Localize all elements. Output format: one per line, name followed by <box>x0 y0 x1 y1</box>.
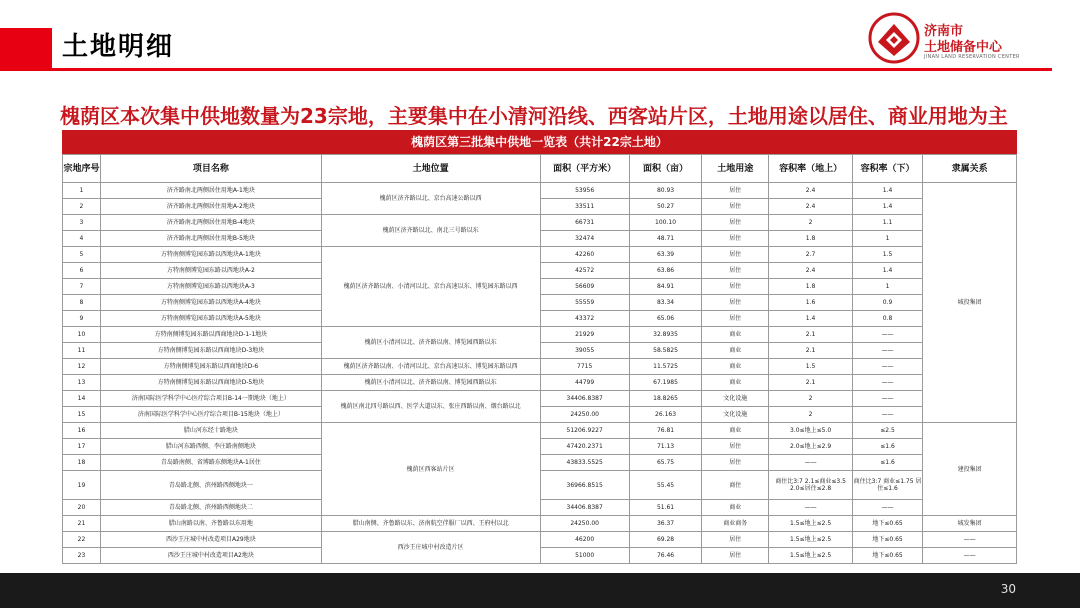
area-sqm-cell: 24250.00 <box>540 407 629 423</box>
table-row <box>63 375 1017 391</box>
area-mu-cell: 63.39 <box>629 247 702 263</box>
land-table-container <box>62 130 1017 564</box>
table-row <box>63 516 1017 532</box>
table-row <box>63 471 1017 500</box>
area-mu-cell: 26.163 <box>629 407 702 423</box>
affiliation-cell: —— <box>923 548 1017 564</box>
far-above-cell: 1.5≤地上≤2.5 <box>769 516 853 532</box>
land-use-cell: 居住 <box>702 455 769 471</box>
table-row <box>63 343 1017 359</box>
table-row <box>63 247 1017 263</box>
far-above-cell: 2.4 <box>769 183 853 199</box>
land-use-cell: 商业 <box>702 343 769 359</box>
far-above-cell: 2.1 <box>769 327 853 343</box>
logo-text-center: 土地储备中心 <box>924 40 1003 55</box>
area-sqm-cell: 39055 <box>540 343 629 359</box>
area-sqm-cell: 56609 <box>540 279 629 295</box>
affiliation-cell: 城发集团 <box>923 516 1017 532</box>
parcel-number-cell: 16 <box>63 423 101 439</box>
column-header: 容积率（地上） <box>769 155 853 183</box>
far-below-cell: 1 <box>852 279 922 295</box>
location-cell: 槐荫区济齐路以北、京台高速公路以西 <box>321 183 540 215</box>
far-below-cell: 地下≤0.65 <box>852 548 922 564</box>
parcel-number-cell: 10 <box>63 327 101 343</box>
area-sqm-cell: 33511 <box>540 199 629 215</box>
far-above-cell: 1.8 <box>769 231 853 247</box>
parcel-number-cell: 1 <box>63 183 101 199</box>
far-below-cell: —— <box>852 500 922 516</box>
table-row <box>63 423 1017 439</box>
area-mu-cell: 83.34 <box>629 295 702 311</box>
area-mu-cell: 48.71 <box>629 231 702 247</box>
logo-text-city: 济南市 <box>924 24 964 39</box>
page-number: 30 <box>1000 582 1016 596</box>
far-below-cell: 1 <box>852 231 922 247</box>
far-above-cell: 1.5≤地上≤2.5 <box>769 532 853 548</box>
parcel-number-cell: 2 <box>63 199 101 215</box>
table-caption: 槐荫区第三批集中供地一览表（共计22宗土地） <box>62 130 1017 154</box>
table-row <box>63 215 1017 231</box>
location-cell: 槐荫区小清河以北、济齐路以南、博览园西路以东 <box>321 327 540 359</box>
far-below-cell: 1.4 <box>852 199 922 215</box>
table-body <box>63 183 1017 564</box>
far-above-cell: 2 <box>769 215 853 231</box>
parcel-number-cell: 14 <box>63 391 101 407</box>
page-title: 土地明细 <box>62 32 175 62</box>
area-sqm-cell: 55559 <box>540 295 629 311</box>
far-below-cell: —— <box>852 391 922 407</box>
land-use-cell: 商业 <box>702 375 769 391</box>
parcel-number-cell: 17 <box>63 439 101 455</box>
area-sqm-cell: 32474 <box>540 231 629 247</box>
table-row <box>63 455 1017 471</box>
parcel-number-cell: 23 <box>63 548 101 564</box>
area-mu-cell: 65.75 <box>629 455 702 471</box>
column-header: 隶属关系 <box>923 155 1017 183</box>
area-mu-cell: 58.5825 <box>629 343 702 359</box>
table-row <box>63 279 1017 295</box>
far-below-cell: 0.8 <box>852 311 922 327</box>
far-below-cell: —— <box>852 407 922 423</box>
land-use-cell: 文化设施 <box>702 391 769 407</box>
area-mu-cell: 50.27 <box>629 199 702 215</box>
area-mu-cell: 80.93 <box>629 183 702 199</box>
column-header: 宗地序号 <box>63 155 101 183</box>
area-mu-cell: 51.61 <box>629 500 702 516</box>
table-header-row <box>63 155 1017 183</box>
land-use-cell: 居住 <box>702 215 769 231</box>
far-below-cell: 0.9 <box>852 295 922 311</box>
parcel-number-cell: 5 <box>63 247 101 263</box>
far-below-cell: ≤1.6 <box>852 455 922 471</box>
project-name-cell: 腊山河东经十路地块 <box>100 423 321 439</box>
affiliation-cell: 建投集团 <box>923 423 1017 516</box>
far-below-cell: 地下≤0.65 <box>852 532 922 548</box>
table-row <box>63 295 1017 311</box>
parcel-number-cell: 8 <box>63 295 101 311</box>
far-above-cell: 2.7 <box>769 247 853 263</box>
land-use-cell: 居住 <box>702 263 769 279</box>
area-sqm-cell: 46200 <box>540 532 629 548</box>
area-mu-cell: 76.46 <box>629 548 702 564</box>
far-below-cell: 地下≤0.65 <box>852 516 922 532</box>
project-name-cell: 方特南侧博览园东路以西商地块D-3地块 <box>100 343 321 359</box>
area-sqm-cell: 34406.8387 <box>540 500 629 516</box>
area-mu-cell: 67.1985 <box>629 375 702 391</box>
location-cell: 槐荫区小清河以北、济齐路以南、博览园西路以东 <box>321 375 540 391</box>
organization-logo <box>868 12 1028 64</box>
project-name-cell: 方特南侧博览园东路以西商地块D-5地块 <box>100 375 321 391</box>
project-name-cell: 西沙王庄城中村改造项目A2地块 <box>100 548 321 564</box>
logo-mark-icon <box>868 12 920 64</box>
logo-text-english: JINAN LAND RESERVATION CENTER <box>924 54 1020 60</box>
project-name-cell: 方特南侧博览园东路以西地块A-4地块 <box>100 295 321 311</box>
project-name-cell: 西沙王庄城中村改造项目A29地块 <box>100 532 321 548</box>
far-above-cell: 2 <box>769 391 853 407</box>
land-use-cell: 居住 <box>702 548 769 564</box>
far-below-cell: —— <box>852 343 922 359</box>
area-sqm-cell: 42572 <box>540 263 629 279</box>
area-mu-cell: 69.28 <box>629 532 702 548</box>
far-above-cell: 2.1 <box>769 343 853 359</box>
area-mu-cell: 18.8265 <box>629 391 702 407</box>
far-below-cell: ≤1.6 <box>852 439 922 455</box>
far-above-cell: 1.4 <box>769 311 853 327</box>
table-row <box>63 548 1017 564</box>
location-cell: 腊山南侧、齐鲁路以东、济南航空伴服厂以西、王府村以北 <box>321 516 540 532</box>
far-below-cell: 1.4 <box>852 263 922 279</box>
column-header: 土地位置 <box>321 155 540 183</box>
far-above-cell: 2.1 <box>769 375 853 391</box>
area-mu-cell: 55.45 <box>629 471 702 500</box>
project-name-cell: 腊山河东路西侧、李庄路南侧地块 <box>100 439 321 455</box>
far-below-cell: 商住比3:7 商业≤1.75 居住≤1.6 <box>852 471 922 500</box>
area-sqm-cell: 43833.5525 <box>540 455 629 471</box>
parcel-number-cell: 15 <box>63 407 101 423</box>
parcel-number-cell: 3 <box>63 215 101 231</box>
column-header: 容积率（下） <box>852 155 922 183</box>
land-use-cell: 商业 <box>702 359 769 375</box>
land-use-cell: 居住 <box>702 439 769 455</box>
table-row <box>63 500 1017 516</box>
parcel-number-cell: 13 <box>63 375 101 391</box>
project-name-cell: 方特南侧博览园东路以西地块A-2 <box>100 263 321 279</box>
far-below-cell: 1.1 <box>852 215 922 231</box>
far-below-cell: 1.5 <box>852 247 922 263</box>
parcel-number-cell: 7 <box>63 279 101 295</box>
area-mu-cell: 100.10 <box>629 215 702 231</box>
area-mu-cell: 84.91 <box>629 279 702 295</box>
land-use-cell: 商住 <box>702 471 769 500</box>
parcel-number-cell: 22 <box>63 532 101 548</box>
project-name-cell: 济齐路南北两侧居住用地A-1地块 <box>100 183 321 199</box>
far-above-cell: 1.5 <box>769 359 853 375</box>
column-header: 项目名称 <box>100 155 321 183</box>
area-mu-cell: 36.37 <box>629 516 702 532</box>
project-name-cell: 方特南侧博览园东路以西地块A-5地块 <box>100 311 321 327</box>
land-use-cell: 居住 <box>702 295 769 311</box>
far-above-cell: —— <box>769 500 853 516</box>
project-name-cell: 济齐路南北两侧居住用地B-5地块 <box>100 231 321 247</box>
far-above-cell: 商住比3:7 2.1≤商业≤3.5 2.0≤居住≤2.8 <box>769 471 853 500</box>
table-row <box>63 183 1017 199</box>
parcel-number-cell: 18 <box>63 455 101 471</box>
far-above-cell: 2.0≤地上≤2.9 <box>769 439 853 455</box>
land-use-cell: 文化设施 <box>702 407 769 423</box>
land-use-cell: 居住 <box>702 311 769 327</box>
parcel-number-cell: 21 <box>63 516 101 532</box>
far-below-cell: ≤2.5 <box>852 423 922 439</box>
project-name-cell: 腊山南路以南、齐鲁路以东用地 <box>100 516 321 532</box>
project-name-cell: 济齐路南北两侧居住用地B-4地块 <box>100 215 321 231</box>
land-use-cell: 居住 <box>702 199 769 215</box>
location-cell: 槐荫区西客站片区 <box>321 423 540 516</box>
area-sqm-cell: 66731 <box>540 215 629 231</box>
land-use-cell: 商业 <box>702 327 769 343</box>
location-cell: 西沙王庄城中村改造片区 <box>321 532 540 564</box>
area-mu-cell: 71.13 <box>629 439 702 455</box>
parcel-number-cell: 11 <box>63 343 101 359</box>
area-sqm-cell: 34406.8387 <box>540 391 629 407</box>
area-sqm-cell: 7715 <box>540 359 629 375</box>
land-use-cell: 商业 <box>702 500 769 516</box>
location-cell: 槐荫区济齐路以北、南北三号路以东 <box>321 215 540 247</box>
area-sqm-cell: 51000 <box>540 548 629 564</box>
far-above-cell: —— <box>769 455 853 471</box>
footer-bar <box>0 573 1080 608</box>
land-use-cell: 居住 <box>702 183 769 199</box>
column-header: 土地用途 <box>702 155 769 183</box>
land-use-cell: 居住 <box>702 247 769 263</box>
land-use-cell: 居住 <box>702 231 769 247</box>
affiliation-cell: 城投集团 <box>923 183 1017 423</box>
parcel-number-cell: 4 <box>63 231 101 247</box>
project-name-cell: 青岛路南侧、省博路东侧地块A-1居住 <box>100 455 321 471</box>
far-above-cell: 1.8 <box>769 279 853 295</box>
table-row <box>63 391 1017 407</box>
column-header: 面积（平方米） <box>540 155 629 183</box>
location-cell: 槐荫区南北四号路以西、医学大道以东、张庄西路以南、烟台路以北 <box>321 391 540 423</box>
parcel-number-cell: 20 <box>63 500 101 516</box>
project-name-cell: 济齐路南北两侧居住用地A-2地块 <box>100 199 321 215</box>
parcel-number-cell: 9 <box>63 311 101 327</box>
far-above-cell: 3.0≤地上≤5.0 <box>769 423 853 439</box>
far-below-cell: —— <box>852 375 922 391</box>
area-sqm-cell: 42260 <box>540 247 629 263</box>
title-accent-bar <box>0 28 52 68</box>
table-row <box>63 231 1017 247</box>
parcel-number-cell: 6 <box>63 263 101 279</box>
location-cell: 槐荫区济齐路以南、小清河以北、京台高速以东、博览园东路以西 <box>321 359 540 375</box>
far-above-cell: 1.6 <box>769 295 853 311</box>
land-use-cell: 居住 <box>702 532 769 548</box>
table-row <box>63 439 1017 455</box>
area-mu-cell: 32.8935 <box>629 327 702 343</box>
parcel-number-cell: 12 <box>63 359 101 375</box>
table-row <box>63 311 1017 327</box>
area-mu-cell: 76.81 <box>629 423 702 439</box>
area-mu-cell: 11.5725 <box>629 359 702 375</box>
table-row <box>63 359 1017 375</box>
project-name-cell: 方特南侧博览园东路以西商地块D-1-1地块 <box>100 327 321 343</box>
land-use-cell: 商业商务 <box>702 516 769 532</box>
land-supply-table <box>62 154 1017 564</box>
far-above-cell: 2 <box>769 407 853 423</box>
table-row <box>63 327 1017 343</box>
far-above-cell: 2.4 <box>769 199 853 215</box>
area-sqm-cell: 51206.9227 <box>540 423 629 439</box>
far-above-cell: 2.4 <box>769 263 853 279</box>
column-header: 面积（亩） <box>629 155 702 183</box>
project-name-cell: 方特南侧博览园东路以西地块A-3 <box>100 279 321 295</box>
table-row <box>63 532 1017 548</box>
table-row <box>63 407 1017 423</box>
affiliation-cell: —— <box>923 532 1017 548</box>
area-sqm-cell: 21929 <box>540 327 629 343</box>
area-mu-cell: 65.06 <box>629 311 702 327</box>
project-name-cell: 方特南侧博览园东路以西商地块D-6 <box>100 359 321 375</box>
table-row <box>63 199 1017 215</box>
far-above-cell: 1.5≤地上≤2.5 <box>769 548 853 564</box>
area-sqm-cell: 24250.00 <box>540 516 629 532</box>
area-sqm-cell: 43372 <box>540 311 629 327</box>
far-below-cell: —— <box>852 327 922 343</box>
area-sqm-cell: 47420.2371 <box>540 439 629 455</box>
project-name-cell: 济南国际医学科学中心医疗综合项目B-14一期地块（地上） <box>100 391 321 407</box>
location-cell: 槐荫区济齐路以南、小清河以北、京台高速以东、博览园东路以西 <box>321 247 540 327</box>
area-sqm-cell: 53956 <box>540 183 629 199</box>
far-below-cell: —— <box>852 359 922 375</box>
area-mu-cell: 63.86 <box>629 263 702 279</box>
project-name-cell: 青岛路北侧、滨州路西侧地块一 <box>100 471 321 500</box>
project-name-cell: 济南国际医学科学中心医疗综合项目B-15地块（地上） <box>100 407 321 423</box>
parcel-number-cell: 19 <box>63 471 101 500</box>
project-name-cell: 青岛路北侧、滨州路西侧地块二 <box>100 500 321 516</box>
land-use-cell: 商业 <box>702 423 769 439</box>
far-below-cell: 1.4 <box>852 183 922 199</box>
table-row <box>63 263 1017 279</box>
project-name-cell: 方特南侧博览园东路以西地块A-1地块 <box>100 247 321 263</box>
headline-summary: 槐荫区本次集中供地数量为23宗地，主要集中在小清河沿线、西客站片区，土地用途以居住、商业用地为主 <box>60 104 1008 128</box>
area-sqm-cell: 44799 <box>540 375 629 391</box>
area-sqm-cell: 36966.8515 <box>540 471 629 500</box>
title-underline <box>0 68 1052 71</box>
land-use-cell: 居住 <box>702 279 769 295</box>
